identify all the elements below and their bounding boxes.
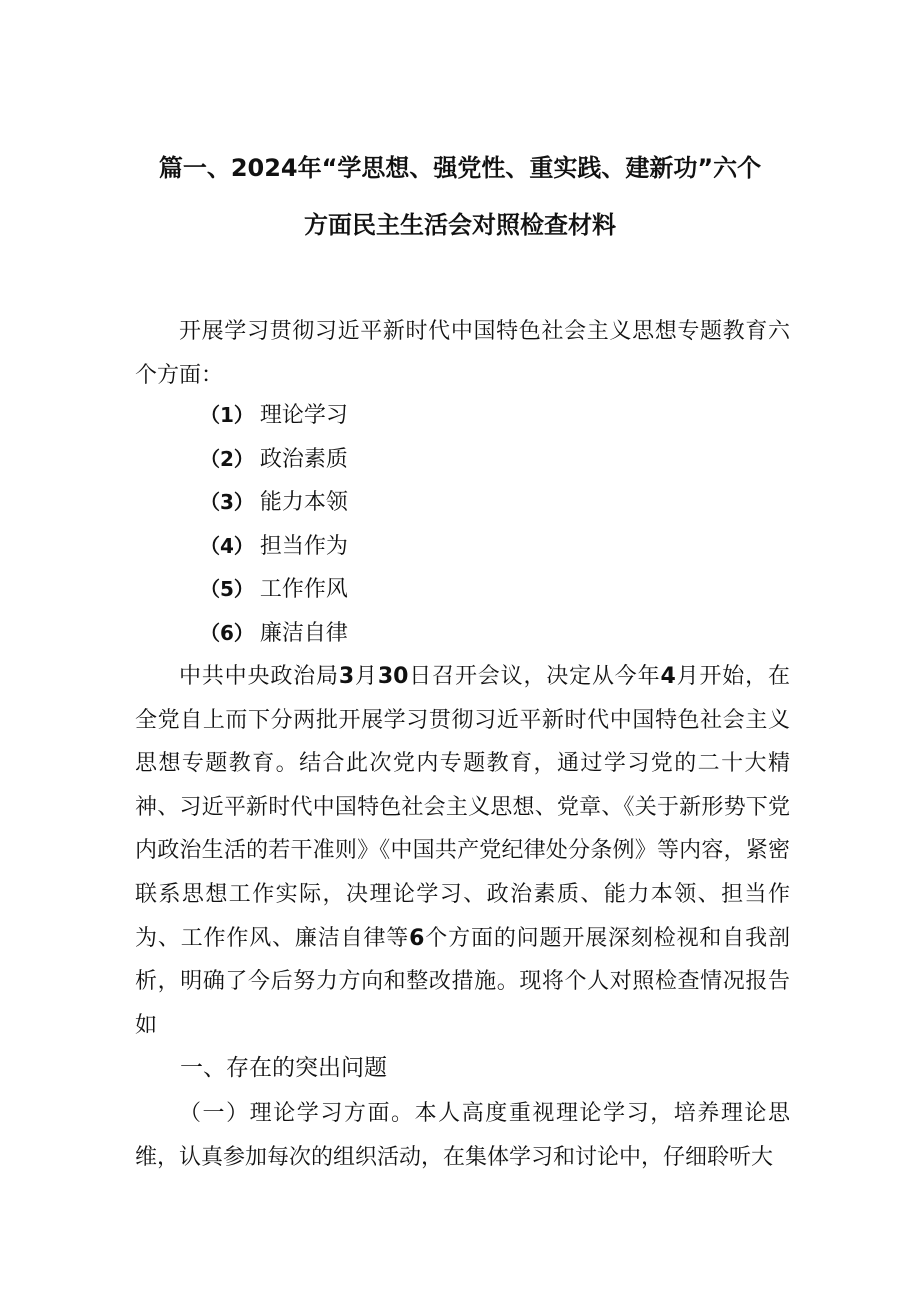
list-item — [200, 615, 348, 659]
theory-study-paragraph: （一）理论学习方面。本人高度重视理论学习，培养理论思维，认真参加每次的组织活动，在集体学习和讨论中，仔细聆听大 — [135, 1101, 790, 1170]
paragraph-text: 月开始，在全党自上而下分两批开展学习贯彻习近平新时代中国特色社会主义思想专题教育。结合此次党内专题教育，通过学习党的二十大精神、习近平新时代中国特色社会主义思想、党章、《关于新形势下党内政治生活的若干准则》《中国共产党纪律处分条例》等内容，紧密联系思想工作实际，决理论学习、政治素质、能力本领、担当作为、工作作风、廉洁自律等 — [135, 664, 790, 951]
list-item — [200, 484, 348, 528]
list-item — [200, 441, 348, 485]
paragraph-text: 月 — [354, 664, 378, 689]
document-title-line-1: 篇一、2024年“学思想、强党性、重实践、建新功”六个 — [158, 154, 762, 182]
list-item-label: 政治素质 — [259, 446, 348, 472]
list-item-number: （5） — [200, 577, 254, 602]
date-day-number: 30 — [377, 664, 409, 689]
background-paragraph — [135, 655, 790, 1047]
paragraph-text: 个方面的问题开展深刻检视和自我剖析，明确了今后努力方向和整改措施。现将个人对照检查情况报告如 — [135, 925, 790, 1038]
paragraph-text: 中共中央政治局 — [179, 664, 339, 689]
list-item-number: （1） — [200, 403, 254, 427]
list-item-number: （6） — [200, 620, 254, 645]
list-item-label: 担当作为 — [259, 533, 348, 559]
list-item — [200, 571, 348, 615]
paragraph-text: 日召开会议，决定从今年 — [408, 664, 661, 689]
date-month-number: 3 — [338, 664, 355, 689]
section-heading: 一、存在的突出问题 — [180, 1055, 387, 1081]
intro-paragraph: 开展学习贯彻习近平新时代中国特色社会主义思想专题教育六个方面： — [135, 319, 790, 388]
document-title-line-2: 方面民主生活会对照检查材料 — [304, 211, 616, 239]
list-item-label: 廉洁自律 — [259, 620, 348, 646]
list-item-label: 理论学习 — [259, 403, 348, 428]
aspect-count-number: 6 — [409, 925, 425, 951]
aspect-list — [200, 397, 348, 659]
list-item-number: （3） — [200, 490, 254, 515]
list-item — [200, 528, 348, 572]
list-item-number: （4） — [200, 533, 254, 558]
list-item-number: （2） — [200, 446, 254, 471]
list-item — [200, 397, 348, 441]
list-item-label: 工作作风 — [259, 577, 348, 603]
start-month-number: 4 — [660, 664, 676, 689]
list-item-label: 能力本领 — [259, 490, 348, 516]
